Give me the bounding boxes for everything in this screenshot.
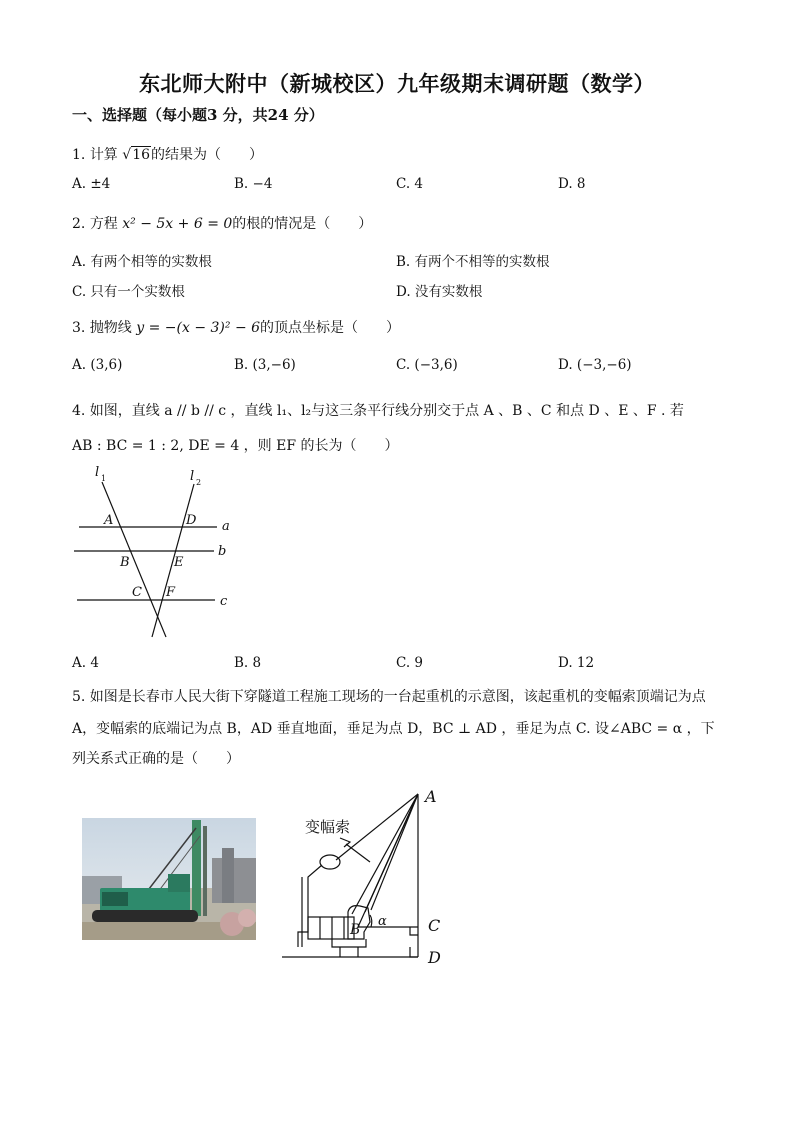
label-E: E: [174, 555, 184, 570]
equation: x² − 5x + 6 = 0: [122, 216, 233, 232]
question-5-line-2: A，变幅索的底端记为点 B，AD 垂直地面，垂足为点 D，BC ⊥ AD ，垂足为点 C. 设∠ABC = α ，下: [72, 721, 715, 737]
q2-option-b: B. 有两个不相等的实数根: [396, 254, 550, 270]
boom-line-3: [352, 794, 418, 914]
label-D: D: [186, 513, 197, 528]
question-text-end: 的根的情况是（ ）: [232, 216, 373, 232]
radicand: 16: [132, 147, 151, 163]
question-2: [72, 213, 372, 233]
q3-option-b: B. (3,−6): [234, 357, 296, 373]
label-alpha: α: [378, 914, 387, 929]
page-title: 东北师大附中（新城校区）九年级期末调研题（数学）: [139, 71, 655, 96]
question-text: 计算: [89, 147, 118, 163]
section-heading: 一、选择题（每小题3 分，共24 分）: [72, 106, 324, 124]
cable-pointer: [346, 844, 370, 862]
label-l1-sub: 1: [101, 474, 107, 483]
question-3: [72, 317, 400, 337]
question-5-line-1: 5. 如图是长春市人民大街下穿隧道工程施工现场的一台起重机的示意图，该起重机的变幅索顶端记为点: [72, 689, 706, 705]
label-B: B: [120, 555, 130, 570]
question-4-line-1: 4. 如图，直线 a // b // c ，直线 l₁、l₂与这三条平行线分别交于点 A 、B 、C 和点 D 、E 、F . 若: [72, 403, 684, 419]
question-text: 方程: [89, 216, 118, 232]
line-l2: [152, 484, 194, 637]
label-l2-sub: 2: [196, 478, 202, 487]
q2-option-a: A. 有两个相等的实数根: [72, 254, 212, 270]
q4-option-c: C. 9: [396, 655, 424, 671]
label-cable: 变幅索: [305, 818, 351, 836]
label-c: c: [220, 594, 228, 609]
q3-option-c: C. (−3,6): [396, 357, 458, 373]
question-1: [72, 144, 263, 164]
crane-photo: [82, 818, 256, 940]
question-4-line-2: AB : BC = 1 : 2, DE = 4 ，则 EF 的长为（ ）: [72, 438, 399, 454]
question-number: 3.: [72, 320, 90, 336]
q4-option-d: D. 12: [558, 655, 595, 671]
label-l2: l: [190, 469, 195, 484]
q1-option-c: C. 4: [396, 176, 424, 192]
parabola-expression: y = −(x − 3)² − 6: [136, 320, 261, 336]
question-number: 1.: [72, 147, 90, 163]
question-text: 抛物线: [89, 320, 132, 336]
q4-option-b: B. 8: [234, 655, 262, 671]
q3-option-a: A. (3,6): [72, 357, 123, 373]
label-C: C: [428, 916, 441, 935]
boom-line-2: [365, 794, 418, 912]
label-b: b: [218, 544, 227, 559]
label-F: F: [166, 585, 176, 600]
question-number: 2.: [72, 216, 90, 232]
pulley: [320, 855, 340, 869]
label-l1: l: [95, 465, 100, 480]
label-A: A: [425, 787, 437, 806]
label-a: a: [222, 519, 230, 534]
q1-option-b: B. −4: [234, 176, 273, 192]
right-angle-D: [410, 947, 418, 957]
question-5-line-3: 列关系式正确的是（ ）: [72, 751, 240, 767]
q1-option-d: D. 8: [558, 176, 586, 192]
question-text-end: 的结果为（ ）: [151, 147, 264, 163]
crane-diagram: [278, 782, 458, 972]
sqrt-expression: √16: [122, 147, 151, 163]
right-angle-C: [410, 927, 418, 935]
boom-line-4: [371, 794, 418, 910]
q2-option-c: C. 只有一个实数根: [72, 284, 185, 300]
parallel-lines-figure: [72, 462, 242, 642]
q4-option-a: A. 4: [72, 655, 99, 671]
question-text-end: 的顶点坐标是（ ）: [260, 320, 401, 336]
q3-option-d: D. (−3,−6): [558, 357, 632, 373]
line-l1: [102, 482, 166, 637]
label-C: C: [132, 585, 142, 600]
label-A: A: [104, 513, 114, 528]
base-body: [308, 917, 354, 939]
q1-option-a: A. ±4: [72, 176, 111, 192]
label-D: D: [428, 948, 441, 967]
label-B: B: [350, 922, 361, 938]
q2-option-d: D. 没有实数根: [396, 284, 483, 300]
